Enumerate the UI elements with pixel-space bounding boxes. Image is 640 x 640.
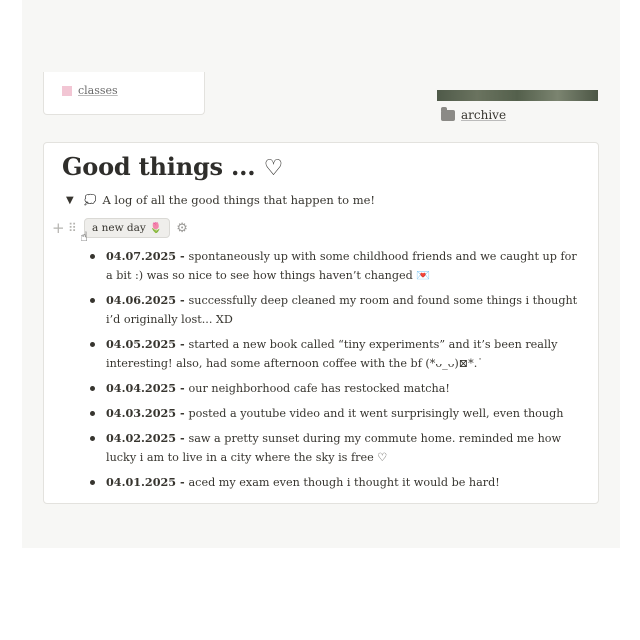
entry-date: 04.02.2025: [106, 431, 177, 445]
block-controls: [52, 218, 188, 238]
entry-separator: -: [176, 249, 189, 263]
list-item: [90, 429, 580, 467]
entry-separator: -: [176, 381, 189, 395]
heart-icon: ♡: [263, 156, 284, 181]
entry-text: saw a pretty sunset during my commute home. reminded me how lucky i am to live in a city where the sky is free ♡: [106, 432, 562, 464]
entry-text: spontaneously up with some childhood friends and we caught up for a bit :) was so nice to see how things haven’t changed 💌: [106, 250, 577, 282]
rose-icon: 🌷: [149, 222, 163, 234]
entry-separator: -: [176, 293, 189, 307]
toggle-arrow-icon[interactable]: ▼: [66, 194, 74, 206]
gallery-photo[interactable]: [437, 90, 598, 101]
page-title: [62, 152, 283, 181]
speech-bubble-icon: 💭: [84, 194, 97, 206]
entry-date: 04.01.2025: [106, 475, 177, 489]
list-item: [90, 473, 580, 492]
entry-separator: -: [176, 337, 189, 351]
entry-text: successfully deep cleaned my room and found some things i thought i’d originally lost... XD: [106, 294, 578, 326]
good-things-callout: [43, 142, 599, 504]
entry-date: 04.06.2025: [106, 293, 177, 307]
entry-date: 04.07.2025: [106, 249, 177, 263]
tag-label: a new day: [92, 222, 146, 234]
entry-separator: -: [176, 431, 189, 445]
entry-date: 04.05.2025: [106, 337, 177, 351]
previous-callout-label: classes: [78, 84, 118, 97]
list-item: [90, 291, 580, 329]
toggle-text: A log of all the good things that happen to me!: [102, 193, 376, 207]
entry-date: 04.04.2025: [106, 381, 177, 395]
entry-date: 04.03.2025: [106, 406, 177, 420]
list-item: [90, 404, 580, 423]
entry-text: posted a youtube video and it went surprisingly well, even though: [188, 407, 564, 420]
previous-callout-item[interactable]: [62, 84, 118, 97]
archive-link[interactable]: [441, 108, 506, 122]
list-item: [90, 335, 580, 373]
pointer-cursor-icon: ☝: [80, 230, 88, 245]
entry-separator: -: [176, 406, 189, 420]
flag-icon: [62, 86, 72, 96]
toggle-block[interactable]: [66, 193, 375, 207]
entry-text: aced my exam even though i thought it would be hard!: [188, 476, 500, 489]
drag-handle-icon[interactable]: ⠿: [68, 221, 75, 235]
archive-label: archive: [461, 108, 507, 122]
list-item: [90, 247, 580, 285]
entry-separator: -: [176, 475, 189, 489]
add-block-icon[interactable]: +: [52, 219, 65, 237]
folder-icon: [441, 110, 455, 121]
entry-text: our neighborhood cafe has restocked matcha!: [188, 382, 450, 395]
list-item: [90, 379, 580, 398]
entries-list: [90, 247, 580, 498]
tag-chip[interactable]: [84, 218, 170, 238]
page-title-text: Good things ...: [62, 152, 256, 181]
entry-text: started a new book called “tiny experiments” and it’s been really interesting! also, had some afternoon coffee with the bf (*ᴗ_ᴗ)⊠*.˙: [106, 338, 558, 370]
settings-icon[interactable]: ⚙: [176, 220, 188, 236]
